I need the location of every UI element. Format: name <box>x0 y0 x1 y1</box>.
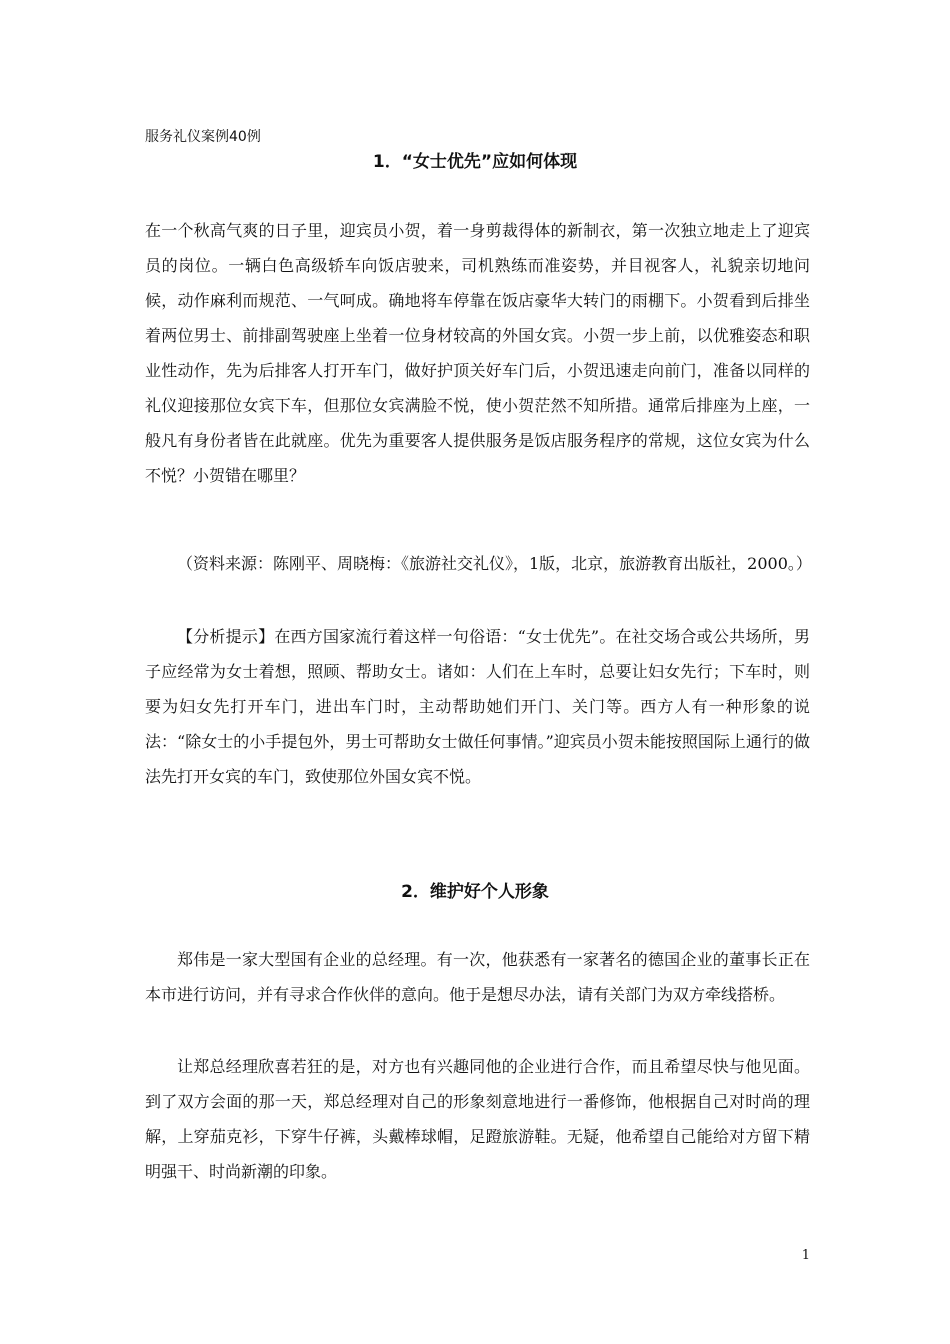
paragraph-text: 让郑总经理欣喜若狂的是，对方也有兴趣同他的企业进行合作，而且希望尽快与他见面。到了双方会面的那一天，郑总经理对自己的形象刻意地进行一番修饰，他根据自己对时尚的理解，上穿茄克衫，下穿牛仔裤，头戴棒球帽，足蹬旅游鞋。无疑，他希望自己能给对方留下精明强干、时尚新潮的印象。 <box>145 1057 810 1181</box>
case-text: 在一个秋高气爽的日子里，迎宾员小贺，着一身剪裁得体的新制衣，第一次独立地走上了迎宾员的岗位。一辆白色高级轿车向饭店驶来，司机熟练而准姿势，并目视客人，礼貌亲切地问候，动作麻利而规范、一气呵成。确地将车停靠在饭店豪华大转门的雨棚下。小贺看到后排坐着两位男士、前排副驾驶座上坐着一位身材较高的外国女宾。小贺一步上前，以优雅姿态和职业性动作，先为后排客人打开车门，做好护顶关好车门后，小贺迅速走向前门，准备以同样的礼仪迎接那位女宾下车，但那位女宾满脸不悦，使小贺茫然不知所措。通常后排座为上座，一般凡有身份者皆在此就座。优先为重要客人提供服务是饭店服务程序的常规，这位女宾为什么不悦？小贺错在哪里？ <box>145 221 810 485</box>
section-1-source-paragraph <box>145 549 810 579</box>
paragraph-text: 郑伟是一家大型国有企业的总经理。有一次，他获悉有一家著名的德国企业的董事长正在本市进行访问，并有寻求合作伙伴的意向。他于是想尽办法，请有关部门为双方牵线搭桥。 <box>145 950 810 1004</box>
section-1-title: 1．“女士优先”应如何体现 <box>372 152 578 172</box>
page-number: 1 <box>801 1248 810 1263</box>
section-1-case-paragraph <box>145 213 810 493</box>
document-header-note: 服务礼仪案例40例 <box>145 129 261 145</box>
analysis-text: 【分析提示】在西方国家流行着这样一句俗语：“女士优先”。在社交场合或公共场所，男子应经常为女士着想，照顾、帮助女士。诸如：人们在上车时，总要让妇女先行；下车时，则要为妇女先打开车门，进出车门时，主动帮助她们开门、关门等。西方人有一种形象的说法：“除女士的小手提包外，男士可帮助女士做任何事情。”迎宾员小贺未能按照国际上通行的做法先打开女宾的车门，致使那位外国女宾不悦。 <box>145 627 810 786</box>
section-2-paragraph-2 <box>145 1049 810 1189</box>
section-2-paragraph-1 <box>145 942 810 1012</box>
section-1-analysis-paragraph <box>145 619 810 794</box>
section-2-title: 2．维护好个人形象 <box>401 882 549 902</box>
source-citation: （资料来源：陈刚平、周晓梅：《旅游社交礼仪》，1版，北京，旅游教育出版社，2000。） <box>177 554 812 573</box>
